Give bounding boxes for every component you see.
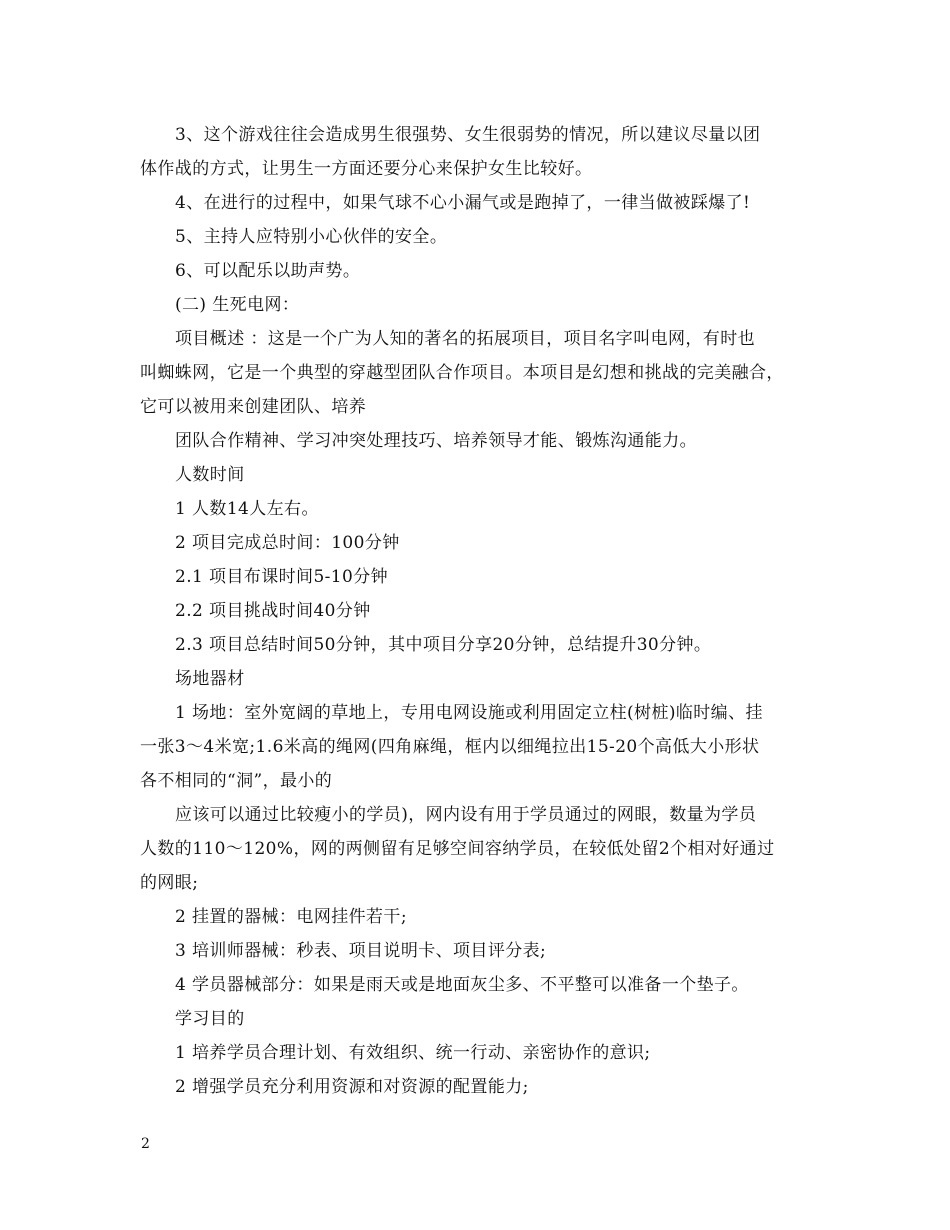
paragraph-line: 各不相同的“洞”，最小的: [140, 771, 333, 791]
subheading: 学习目的: [175, 1009, 245, 1029]
page-number: 2: [141, 1136, 150, 1152]
paragraph-line: 人数的110～120%，网的两侧留有足够空间容纳学员，在较低处留2个相对好通过: [140, 839, 775, 859]
paragraph-line: 5、主持人应特别小心伙伴的安全。: [175, 227, 448, 247]
paragraph-line: 6、可以配乐以助声势。: [175, 261, 361, 281]
paragraph-line: 叫蜘蛛网，它是一个典型的穿越型团队合作项目。本项目是幻想和挑战的完美融合，: [140, 363, 784, 383]
section-heading: (二) 生死电网：: [175, 295, 300, 315]
paragraph-line: 项目概述 ：这是一个广为人知的著名的拓展项目，项目名字叫电网，有时也: [175, 329, 756, 349]
paragraph-line: 一张3～4米宽;1.6米高的绳网(四角麻绳，框内以细绳拉出15-20个高低大小形状: [140, 737, 760, 757]
list-item: 2.1 项目布课时间5-10分钟: [175, 567, 389, 587]
document-body: [140, 118, 820, 1104]
paragraph-line: 团队合作精神、学习冲突处理技巧、培养领导才能、锻炼沟通能力。: [175, 431, 697, 451]
list-item: 2.3 项目总结时间50分钟，其中项目分享20分钟，总结提升30分钟。: [175, 635, 712, 655]
subheading: 场地器材: [175, 669, 245, 689]
list-item: 2 增强学员充分利用资源和对资源的配置能力;: [175, 1077, 529, 1097]
subheading: 人数时间: [175, 465, 245, 485]
list-item: 1 培养学员合理计划、有效组织、统一行动、亲密协作的意识;: [175, 1043, 651, 1063]
paragraph-line: 它可以被用来创建团队、培养: [140, 397, 367, 417]
paragraph-line: 体作战的方式，让男生一方面还要分心来保护女生比较好。: [140, 159, 593, 179]
list-item: 4 学员器械部分：如果是雨天或是地面灰尘多、不平整可以准备一个垫子。: [175, 975, 749, 995]
list-item: 2 项目完成总时间：100分钟: [175, 533, 400, 553]
list-item: 2.2 项目挑战时间40分钟: [175, 601, 371, 621]
paragraph-line: 应该可以通过比较瘦小的学员)，网内设有用于学员通过的网眼，数量为学员: [175, 805, 757, 825]
paragraph-line: 4、在进行的过程中，如果气球不心小漏气或是跑掉了，一律当做被踩爆了!: [175, 193, 751, 213]
paragraph-line: 3、这个游戏往往会造成男生很强势、女生很弱势的情况，所以建议尽量以团: [175, 125, 761, 145]
list-item: 1 场地：室外宽阔的草地上，专用电网设施或利用固定立柱(树桩)临时编、挂: [175, 703, 763, 723]
list-item: 3 培训师器械：秒表、项目说明卡、项目评分表;: [175, 941, 547, 961]
list-item: 1 人数14人左右。: [175, 499, 319, 519]
list-item: 2 挂置的器械：电网挂件若干;: [175, 907, 407, 927]
paragraph-line: 的网眼;: [140, 873, 199, 893]
